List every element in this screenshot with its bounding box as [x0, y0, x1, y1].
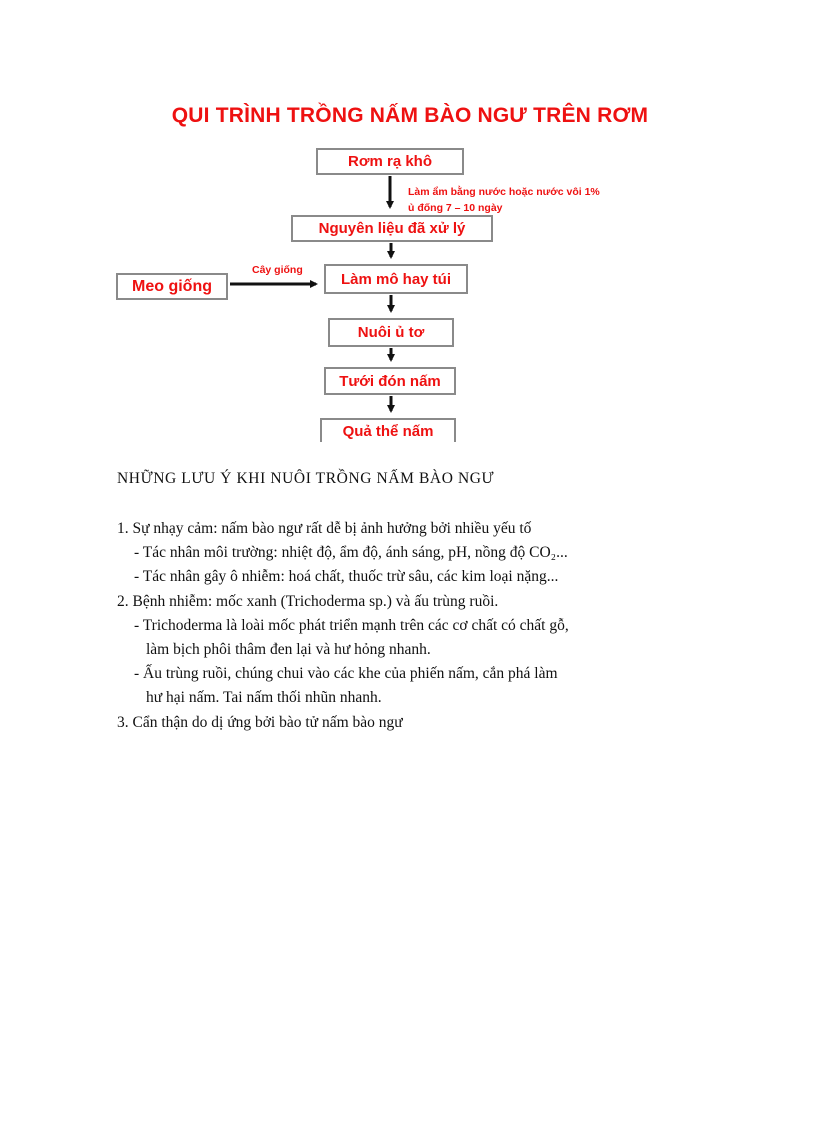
treatment-note-1: Làm ẩm bằng nước hoặc nước vôi 1%: [408, 186, 600, 198]
note-line: 3. Cẩn thận do dị ứng bởi bào tử nấm bào ngư: [117, 714, 403, 731]
note-line: - Tác nhân môi trường: nhiệt độ, ẩm độ, ánh sáng, pH, nồng độ CO₂...: [134, 544, 568, 561]
step-tuoi-don-nam: Tưới đón nấm: [324, 367, 456, 395]
note-line: - Ấu trùng ruồi, chúng chui vào các khe của phiến nấm, cắn phá làm: [134, 665, 558, 682]
diagram-title: QUI TRÌNH TRỒNG NẤM BÀO NGƯ TRÊN RƠM: [171, 104, 649, 127]
notes-heading: NHỮNG LƯU Ý KHI NUÔI TRỒNG NẤM BÀO NGƯ: [117, 470, 495, 487]
step-lam-mo: Làm mô hay túi: [324, 264, 468, 294]
step-nuoi-u-to: Nuôi ủ tơ: [328, 318, 454, 347]
treatment-note-2: ủ đống 7 – 10 ngày: [408, 202, 503, 214]
note-line: 1. Sự nhạy cảm: nấm bào ngư rất dễ bị ảnh hưởng bởi nhiều yếu tố: [117, 520, 532, 537]
note-line: - Trichoderma là loài mốc phát triển mạnh trên các cơ chất có chất gỗ,: [134, 617, 569, 634]
step-meo-giong: Meo giống: [116, 273, 228, 300]
note-line: hư hại nấm. Tai nấm thối nhũn nhanh.: [146, 689, 382, 706]
side-arrow-label: Cây giống: [252, 264, 303, 276]
note-line: - Tác nhân gây ô nhiễm: hoá chất, thuốc trừ sâu, các kim loại nặng...: [134, 568, 559, 585]
step-qua-the-nam: Quả thể nấm: [320, 418, 456, 442]
note-line: làm bịch phôi thâm đen lại và hư hỏng nhanh.: [146, 641, 431, 658]
step-rom-ra-kho: Rơm rạ khô: [316, 148, 464, 175]
note-line: 2. Bệnh nhiễm: mốc xanh (Trichoderma sp.) và ấu trùng ruồi.: [117, 593, 499, 610]
step-nguyen-lieu: Nguyên liệu đã xử lý: [291, 215, 493, 242]
